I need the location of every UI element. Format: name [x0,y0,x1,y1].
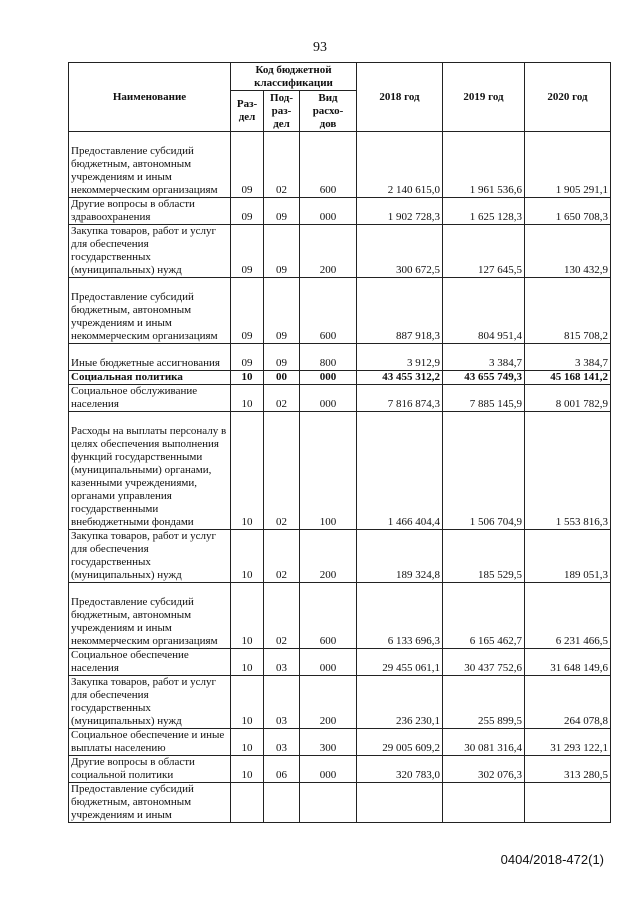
row-value-2020: 189 051,3 [525,530,611,583]
row-razdel: 10 [231,530,264,583]
row-value-2018 [357,783,443,823]
row-value-2018: 236 230,1 [357,676,443,729]
row-value-2019: 30 437 752,6 [443,649,525,676]
row-vid [300,783,357,823]
row-value-2018: 43 455 312,2 [357,371,443,385]
row-name: Другие вопросы в области социальной политики [69,756,231,783]
row-podrazdel: 02 [264,412,300,530]
row-podrazdel: 03 [264,729,300,756]
header-2018: 2018 год [357,63,443,132]
row-value-2019: 3 384,7 [443,344,525,371]
row-name: Предоставление субсидий бюджетным, автономным учреждениям и иным [69,783,231,823]
row-name: Социальное обеспечение населения [69,649,231,676]
row-vid: 000 [300,198,357,225]
header-code-group: Код бюджетной классификации [231,63,357,91]
row-podrazdel: 09 [264,278,300,344]
row-podrazdel: 09 [264,198,300,225]
row-value-2018: 29 455 061,1 [357,649,443,676]
row-value-2019: 804 951,4 [443,278,525,344]
row-podrazdel: 06 [264,756,300,783]
row-vid: 600 [300,132,357,198]
row-value-2020: 1 553 816,3 [525,412,611,530]
row-name: Предоставление субсидий бюджетным, автономным учреждениям и иным некоммерческим организациям [69,583,231,649]
row-vid: 000 [300,756,357,783]
row-value-2019: 6 165 462,7 [443,583,525,649]
row-value-2020: 815 708,2 [525,278,611,344]
row-value-2020: 130 432,9 [525,225,611,278]
row-value-2019: 1 625 128,3 [443,198,525,225]
row-razdel: 09 [231,132,264,198]
table-row [69,132,611,198]
header-name: Наименование [69,63,231,132]
row-value-2019: 30 081 316,4 [443,729,525,756]
table-body [69,132,611,823]
row-razdel: 10 [231,649,264,676]
row-value-2020: 3 384,7 [525,344,611,371]
table-row [69,676,611,729]
table-row [69,385,611,412]
table-row [69,371,611,385]
row-vid: 600 [300,278,357,344]
row-value-2018: 7 816 874,3 [357,385,443,412]
table-row [69,583,611,649]
row-value-2018: 887 918,3 [357,278,443,344]
header-2019: 2019 год [443,63,525,132]
row-podrazdel: 03 [264,676,300,729]
row-podrazdel [264,783,300,823]
row-podrazdel: 02 [264,530,300,583]
table-header [69,63,611,132]
row-value-2018: 29 005 609,2 [357,729,443,756]
header-podrazdel: Под- раз- дел [264,91,300,132]
row-value-2020: 8 001 782,9 [525,385,611,412]
row-name: Социальное обслуживание населения [69,385,231,412]
page-number: 93 [313,40,327,55]
row-podrazdel: 02 [264,583,300,649]
row-value-2019: 1 961 536,6 [443,132,525,198]
header-2020: 2020 год [525,63,611,132]
header-razdel: Раз- дел [231,91,264,132]
budget-table [68,62,611,823]
row-razdel: 10 [231,583,264,649]
row-podrazdel: 03 [264,649,300,676]
row-vid: 800 [300,344,357,371]
row-name: Социальное обеспечение и иные выплаты населению [69,729,231,756]
row-value-2018: 3 912,9 [357,344,443,371]
row-value-2018: 2 140 615,0 [357,132,443,198]
row-value-2020: 45 168 141,2 [525,371,611,385]
row-value-2019: 302 076,3 [443,756,525,783]
row-vid: 200 [300,676,357,729]
row-name: Закупка товаров, работ и услуг для обеспечения государственных (муниципальных) нужд [69,676,231,729]
row-razdel: 09 [231,198,264,225]
row-value-2018: 1 902 728,3 [357,198,443,225]
document-code: 0404/2018-472(1) [500,852,604,867]
row-vid: 300 [300,729,357,756]
row-name: Другие вопросы в области здравоохранения [69,198,231,225]
row-razdel: 10 [231,729,264,756]
row-value-2020: 6 231 466,5 [525,583,611,649]
row-vid: 000 [300,649,357,676]
row-razdel: 09 [231,344,264,371]
table-row [69,729,611,756]
row-value-2020: 264 078,8 [525,676,611,729]
row-razdel: 10 [231,756,264,783]
row-vid: 100 [300,412,357,530]
table-row [69,649,611,676]
row-name: Предоставление субсидий бюджетным, автономным учреждениям и иным некоммерческим организациям [69,278,231,344]
row-value-2020: 1 905 291,1 [525,132,611,198]
row-name: Закупка товаров, работ и услуг для обеспечения государственных (муниципальных) нужд [69,530,231,583]
row-name: Закупка товаров, работ и услуг для обеспечения государственных (муниципальных) нужд [69,225,231,278]
table-row [69,198,611,225]
row-podrazdel: 02 [264,385,300,412]
row-value-2020: 313 280,5 [525,756,611,783]
row-value-2020: 31 293 122,1 [525,729,611,756]
row-razdel [231,783,264,823]
row-podrazdel: 00 [264,371,300,385]
row-value-2020: 31 648 149,6 [525,649,611,676]
row-razdel: 10 [231,412,264,530]
row-vid: 000 [300,371,357,385]
row-value-2018: 6 133 696,3 [357,583,443,649]
row-value-2018: 1 466 404,4 [357,412,443,530]
row-value-2019: 43 655 749,3 [443,371,525,385]
row-value-2019: 185 529,5 [443,530,525,583]
row-razdel: 09 [231,278,264,344]
row-podrazdel: 09 [264,225,300,278]
table-row [69,783,611,823]
row-value-2019: 255 899,5 [443,676,525,729]
row-podrazdel: 02 [264,132,300,198]
row-name: Иные бюджетные ассигнования [69,344,231,371]
row-value-2019: 7 885 145,9 [443,385,525,412]
table-row [69,756,611,783]
row-value-2019: 1 506 704,9 [443,412,525,530]
row-value-2018: 189 324,8 [357,530,443,583]
row-value-2019 [443,783,525,823]
row-value-2020: 1 650 708,3 [525,198,611,225]
table-row [69,278,611,344]
table-row [69,225,611,278]
row-name: Предоставление субсидий бюджетным, автономным учреждениям и иным некоммерческим организациям [69,132,231,198]
row-vid: 000 [300,385,357,412]
table-row [69,344,611,371]
row-razdel: 10 [231,676,264,729]
row-name: Социальная политика [69,371,231,385]
row-name: Расходы на выплаты персоналу в целях обеспечения выполнения функций государственными (муниципальными) органами, казенными учреждениями, органами управления государственными внебюджетными фондами [69,412,231,530]
row-razdel: 09 [231,225,264,278]
row-value-2018: 300 672,5 [357,225,443,278]
row-vid: 200 [300,530,357,583]
table-row [69,412,611,530]
row-value-2018: 320 783,0 [357,756,443,783]
row-podrazdel: 09 [264,344,300,371]
table-row [69,530,611,583]
header-vid: Вид расхо- дов [300,91,357,132]
row-razdel: 10 [231,371,264,385]
row-razdel: 10 [231,385,264,412]
row-vid: 200 [300,225,357,278]
row-value-2019: 127 645,5 [443,225,525,278]
row-value-2020 [525,783,611,823]
row-vid: 600 [300,583,357,649]
